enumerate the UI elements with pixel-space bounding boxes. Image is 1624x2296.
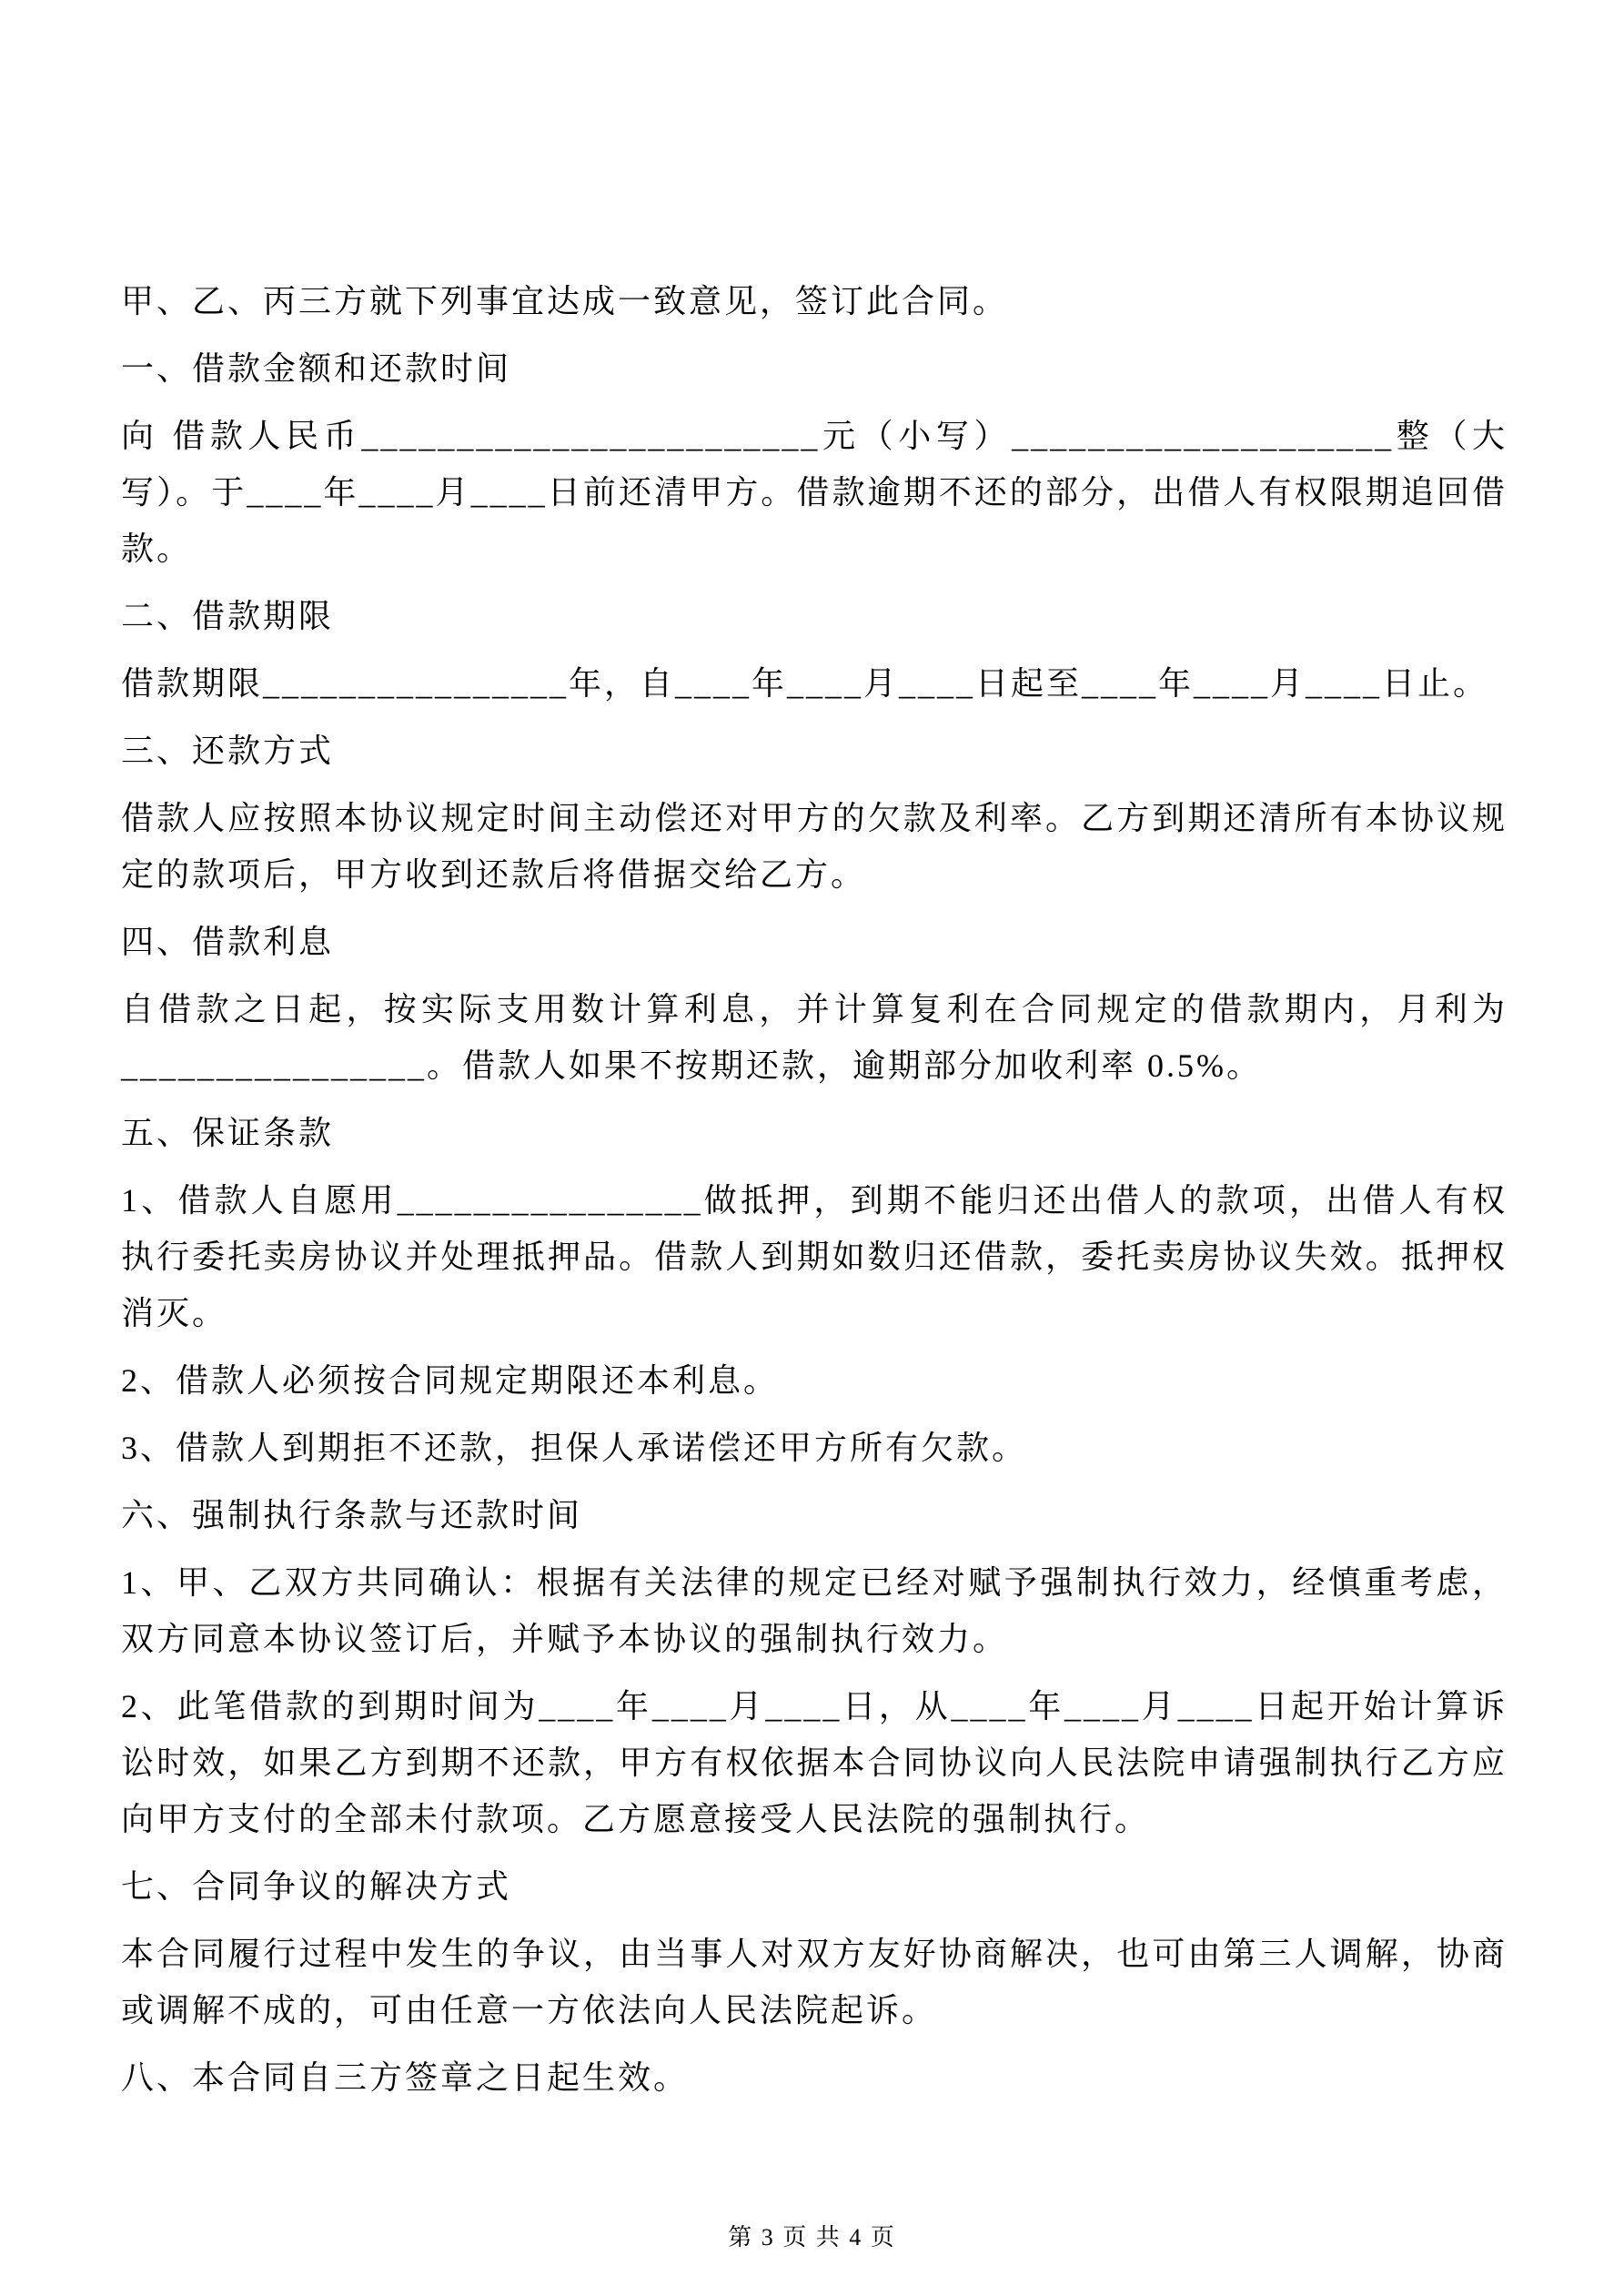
section-6-item-2: 2、此笔借款的到期时间为____年____月____日，从____年____月____日起开始计算诉讼时效，如果乙方到期不还款，甲方有权依据本合同协议向人民法院申请强制执行乙方应向甲方支付的全部未付款项。乙方愿意接受人民法院的强制执行。 (121, 1688, 1508, 1837)
section-3-heading: 三、还款方式 (121, 733, 335, 769)
section-4-body: 自借款之日起，按实际支用数计算利息，并计算复利在合同规定的借款期内，月利为________________。借款人如果不按期还款，逾期部分加收利率 0.5%。 (121, 991, 1508, 1084)
contract-body (121, 273, 1508, 2117)
section-5-item-1: 1、借款人自愿用________________做抵押，到期不能归还出借人的款项，出借人有权执行委托卖房协议并处理抵押品。借款人到期如数归还借款，委托卖房协议失效。抵押权消灭。 (121, 1182, 1508, 1331)
section-2-heading: 二、借款期限 (121, 598, 335, 634)
section-2-body: 借款期限________________年，自____年____月____日起至____年____月____日止。 (121, 665, 1489, 702)
section-1-body: 向 借款人民币________________________元（小写）____________________整（大写）。于____年____月____日前还清甲方。借款逾期不还的部分，出借人有权限期追回借款。 (121, 418, 1508, 567)
section-5-item-3: 3、借款人到期拒不还款，担保人承诺偿还甲方所有欠款。 (121, 1430, 1028, 1466)
section-3-body: 借款人应按照本协议规定时间主动偿还对甲方的欠款及利率。乙方到期还清所有本协议规定的款项后，甲方收到还款后将借据交给乙方。 (121, 800, 1508, 893)
intro-paragraph: 甲、乙、丙三方就下列事宜达成一致意见，签订此合同。 (121, 283, 1009, 319)
section-7-body: 本合同履行过程中发生的争议，由当事人对双方友好协商解决，也可由第三人调解，协商或调解不成的，可由任意一方依法向人民法院起诉。 (121, 1936, 1508, 2028)
page-number-text: 第 3 页 共 4 页 (728, 2224, 896, 2250)
section-5-heading: 五、保证条款 (121, 1115, 335, 1151)
section-1-heading: 一、借款金额和还款时间 (121, 350, 512, 387)
section-8-clause: 八、本合同自三方签章之日起生效。 (121, 2059, 690, 2096)
section-5-item-2: 2、借款人必须按合同规定期限还本利息。 (121, 1362, 780, 1399)
page-footer (0, 2219, 1624, 2252)
section-6-item-1: 1、甲、乙双方共同确认：根据有关法律的规定已经对赋予强制执行效力，经慎重考虑，双方同意本协议签订后，并赋予本协议的强制执行效力。 (121, 1564, 1508, 1657)
section-7-heading: 七、合同争议的解决方式 (121, 1868, 512, 1905)
section-6-heading: 六、强制执行条款与还款时间 (121, 1497, 583, 1533)
section-4-heading: 四、借款利息 (121, 924, 335, 960)
